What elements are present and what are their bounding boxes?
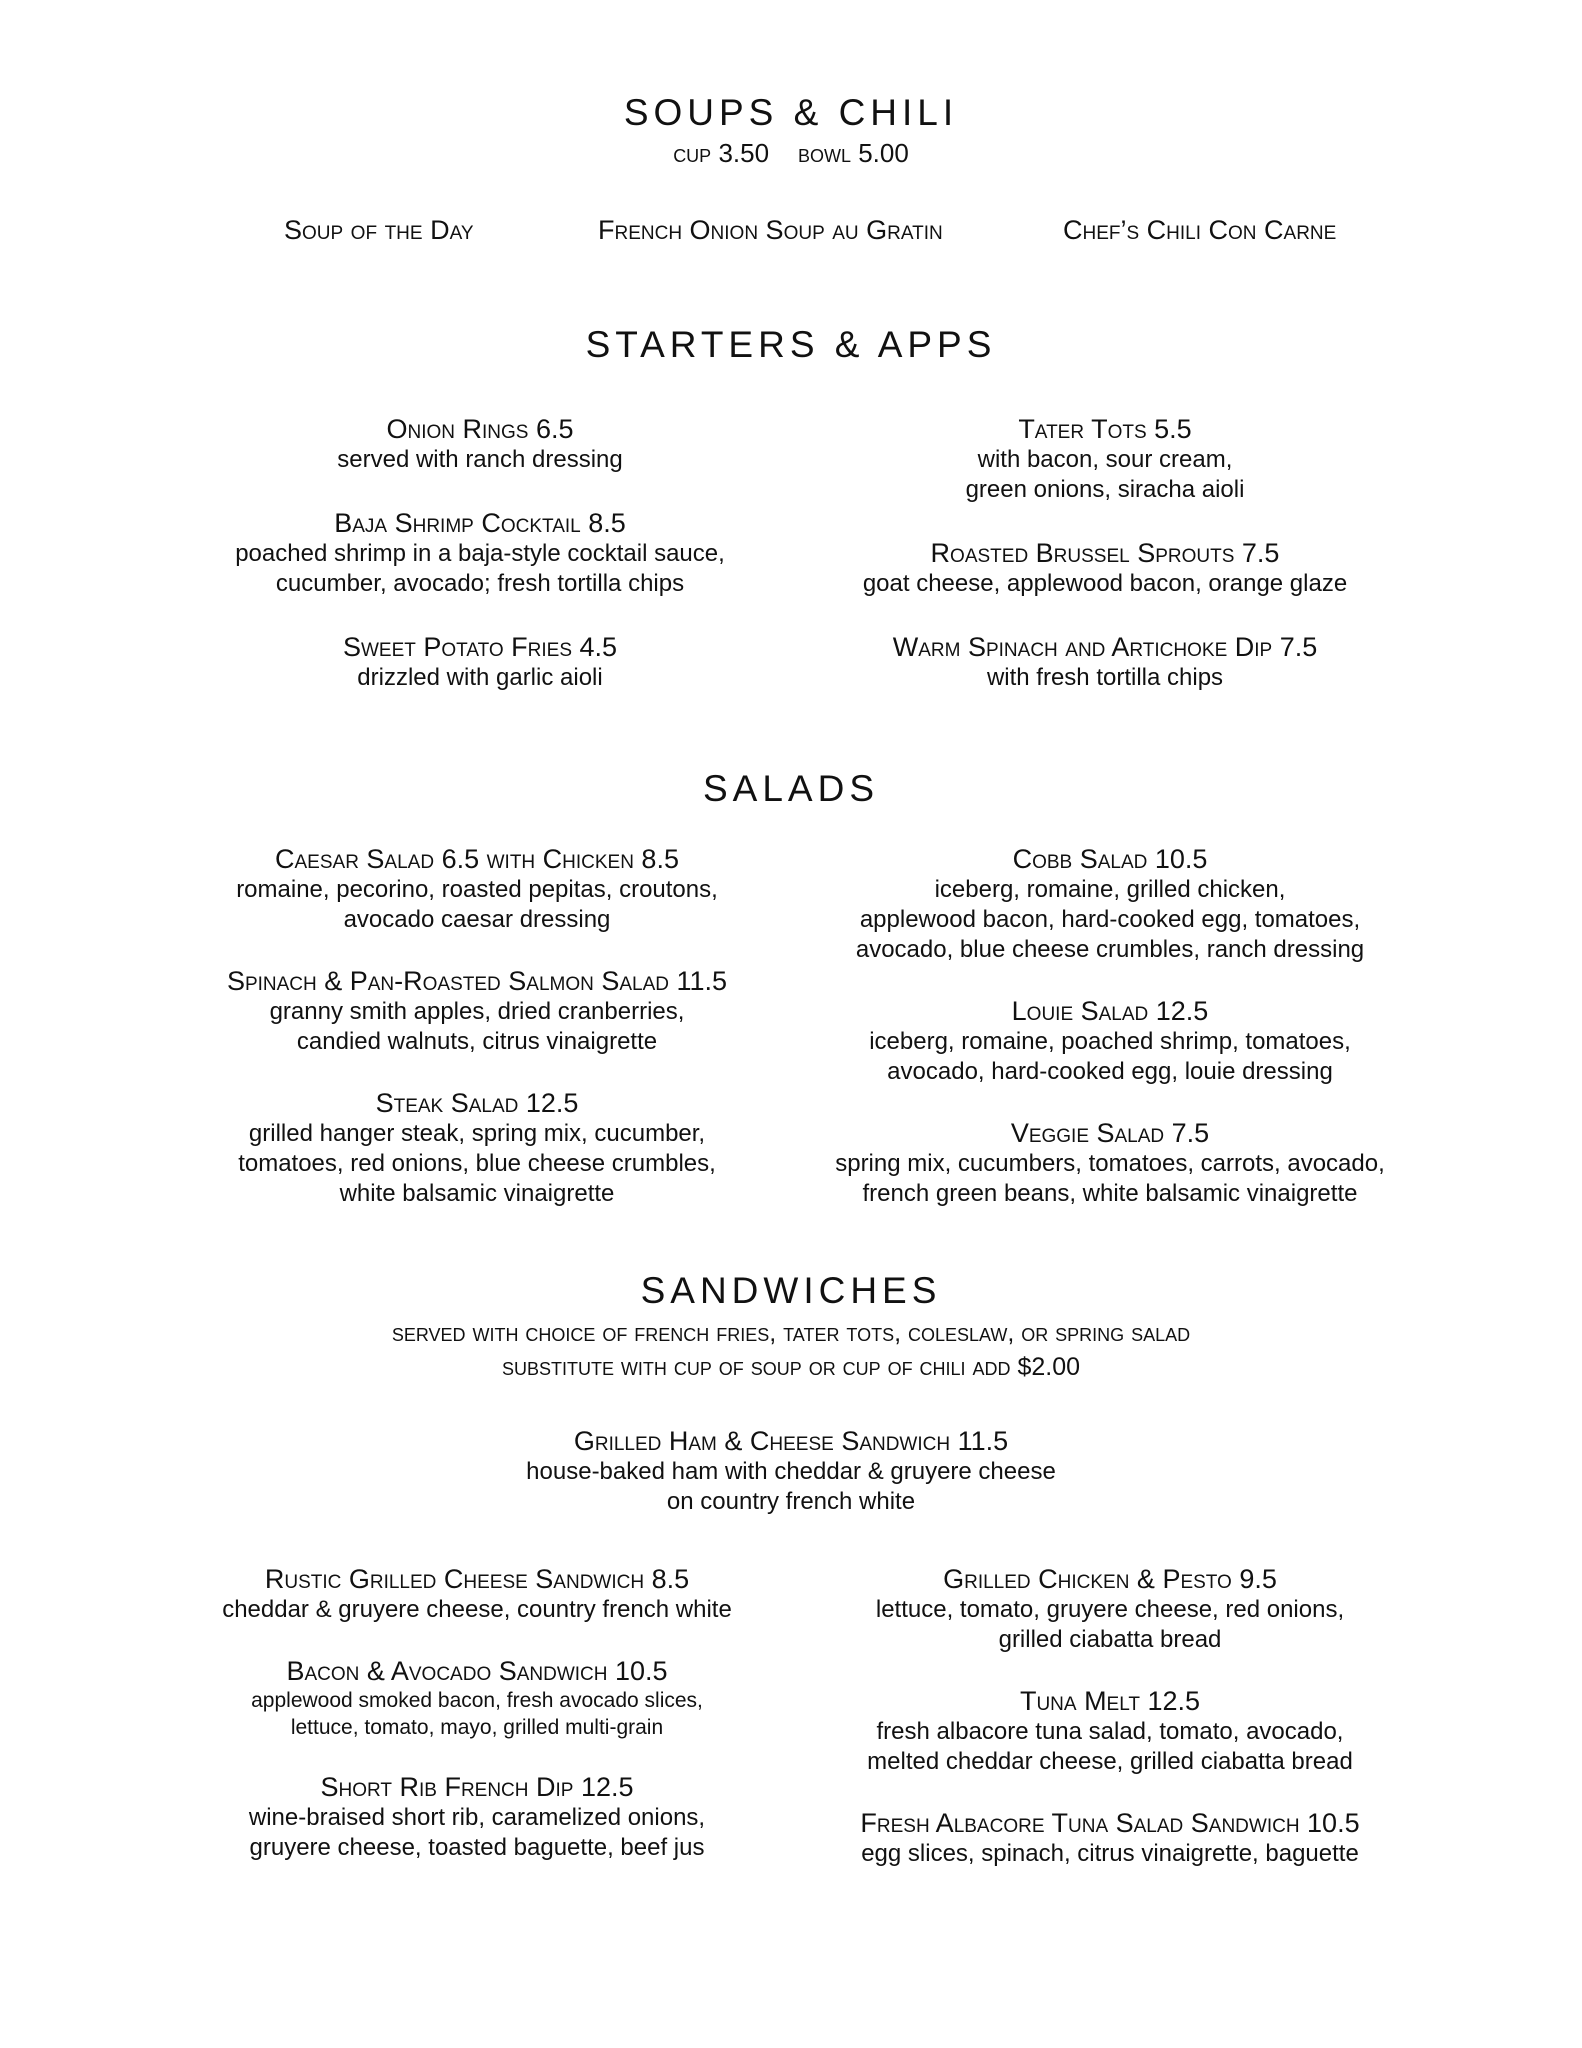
soups-heading: SOUPS & CHILI (623, 92, 959, 133)
menu-item-name: Grilled Chicken & Pesto 9.5 (943, 1564, 1277, 1594)
menu-item-description: drizzled with garlic aioli (357, 664, 603, 691)
menu-item-name: Short Rib French Dip 12.5 (320, 1772, 634, 1802)
menu-item (805, 537, 1405, 599)
sandwiches-heading: SANDWICHES (640, 1270, 942, 1311)
featured-sandwich-name: Grilled Ham & Cheese Sandwich 11.5 (573, 1426, 1009, 1456)
menu-item-description: french green beans, white balsamic vinaigrette (862, 1180, 1358, 1207)
starters-heading: STARTERS & APPS (585, 324, 997, 365)
menu-item-description: gruyere cheese, toasted baguette, beef jus (249, 1834, 705, 1861)
soup-pricing (0, 138, 1582, 169)
menu-item-description: melted cheddar cheese, grilled ciabatta bread (867, 1748, 1353, 1775)
menu-item-name: Roasted Brussel Sprouts 7.5 (930, 538, 1280, 568)
menu-item (800, 995, 1420, 1087)
menu-item-description: candied walnuts, citrus vinaigrette (296, 1028, 658, 1055)
soup-item-chili: Chef’s Chili Con Carne (1063, 215, 1337, 245)
menu-item-description: poached shrimp in a baja-style cocktail sauce, (235, 540, 725, 567)
cup-price: 3.50 (718, 138, 770, 168)
menu-item-name: Tuna Melt 12.5 (1019, 1686, 1201, 1716)
soup-item-french-onion: French Onion Soup au Gratin (598, 215, 943, 245)
menu-item-name: Tater Tots 5.5 (1018, 414, 1192, 444)
menu-item-description: fresh albacore tuna salad, tomato, avocado, (876, 1718, 1344, 1745)
salads-heading: SALADS (702, 768, 879, 809)
menu-item (805, 413, 1405, 505)
menu-item-description: goat cheese, applewood bacon, orange glaze (862, 570, 1348, 597)
menu-item-description: avocado, blue cheese crumbles, ranch dressing (855, 936, 1365, 963)
menu-item (800, 1563, 1420, 1655)
salads-right-column (800, 843, 1420, 1209)
sandwiches-right-column (800, 1563, 1420, 1869)
menu-item (180, 413, 780, 475)
bowl-label: bowl (797, 138, 851, 168)
sandwich-substitute-note: substitute with cup of soup or cup of chili add $2.00 (501, 1353, 1081, 1381)
menu-item (180, 631, 780, 693)
sandwich-side-note: served with choice of french fries, tater tots, coleslaw, or spring salad (391, 1319, 1191, 1347)
menu-item (167, 1087, 787, 1209)
menu-item-description: wine-braised short rib, caramelized onions, (248, 1804, 706, 1831)
menu-item (162, 1771, 792, 1863)
menu-item (800, 1117, 1420, 1209)
menu-item (162, 1563, 792, 1625)
menu-item-name: Louie Salad 12.5 (1011, 996, 1209, 1026)
menu-item-description: iceberg, romaine, grilled chicken, (934, 876, 1286, 903)
starters-right-column (805, 413, 1405, 693)
menu-item-description: grilled ciabatta bread (998, 1626, 1222, 1653)
menu-item (800, 1685, 1420, 1777)
menu-item (805, 631, 1405, 693)
sandwiches-left-column (162, 1563, 792, 1863)
menu-item-description: white balsamic vinaigrette (339, 1180, 615, 1207)
menu-item-name: Spinach & Pan-Roasted Salmon Salad 11.5 (226, 966, 728, 996)
menu-item-description: granny smith apples, dried cranberries, (269, 998, 685, 1025)
menu-item-description: applewood bacon, hard-cooked egg, tomatoes, (859, 906, 1361, 933)
bowl-price: 5.00 (858, 138, 909, 168)
menu-item-description: applewood smoked bacon, fresh avocado slices, (251, 1689, 703, 1712)
menu-item-description: cheddar & gruyere cheese, country french white (222, 1596, 732, 1623)
soup-item-day: Soup of the Day (284, 215, 474, 245)
soup-items (0, 215, 1582, 255)
menu-item-name: Veggie Salad 7.5 (1010, 1118, 1210, 1148)
starters-left-column (180, 413, 780, 693)
menu-item (800, 1807, 1420, 1869)
featured-sandwich (441, 1425, 1141, 1517)
menu-item-description: avocado caesar dressing (343, 906, 611, 933)
menu-item-name: Bacon & Avocado Sandwich 10.5 (286, 1656, 668, 1686)
menu-item-name: Caesar Salad 6.5 with Chicken 8.5 (275, 844, 679, 874)
menu-item-name: Cobb Salad 10.5 (1012, 844, 1208, 874)
menu-item-description: iceberg, romaine, poached shrimp, tomatoes, (869, 1028, 1351, 1055)
menu-item-description: lettuce, tomato, gruyere cheese, red onions, (875, 1596, 1345, 1623)
menu-item-name: Baja Shrimp Cocktail 8.5 (334, 508, 626, 538)
menu-item (800, 843, 1420, 965)
featured-sandwich-desc-line-2: on country french white (666, 1488, 916, 1515)
menu-item (167, 965, 787, 1057)
menu-item-name: Warm Spinach and Artichoke Dip 7.5 (892, 632, 1318, 662)
menu-item (162, 1655, 792, 1741)
menu-item-name: Sweet Potato Fries 4.5 (342, 632, 618, 662)
menu-item-description: romaine, pecorino, roasted pepitas, croutons, (236, 876, 718, 903)
salads-left-column (167, 843, 787, 1209)
menu-item-description: green onions, siracha aioli (965, 476, 1245, 503)
menu-item-name: Steak Salad 12.5 (375, 1088, 579, 1118)
menu-item-description: egg slices, spinach, citrus vinaigrette, baguette (861, 1840, 1359, 1867)
menu-item-description: avocado, hard-cooked egg, louie dressing (887, 1058, 1333, 1085)
menu-item-description: cucumber, avocado; fresh tortilla chips (275, 570, 685, 597)
menu-item-name: Onion Rings 6.5 (386, 414, 574, 444)
menu-item-description: with fresh tortilla chips (986, 664, 1224, 691)
menu-item (167, 843, 787, 935)
cup-label: cup (673, 138, 712, 168)
menu-item-name: Fresh Albacore Tuna Salad Sandwich 10.5 (860, 1808, 1360, 1838)
menu-item-name: Rustic Grilled Cheese Sandwich 8.5 (264, 1564, 690, 1594)
menu-item-description: served with ranch dressing (337, 446, 623, 473)
menu-item (180, 507, 780, 599)
menu-item-description: with bacon, sour cream, (977, 446, 1233, 473)
menu-item-description: grilled hanger steak, spring mix, cucumber, (248, 1120, 706, 1147)
menu-item-description: spring mix, cucumbers, tomatoes, carrots, avocado, (835, 1150, 1385, 1177)
featured-sandwich-desc-line-1: house-baked ham with cheddar & gruyere cheese (526, 1458, 1056, 1485)
menu-item-description: tomatoes, red onions, blue cheese crumbles, (238, 1150, 716, 1177)
menu-item-description: lettuce, tomato, mayo, grilled multi-grain (290, 1716, 664, 1739)
